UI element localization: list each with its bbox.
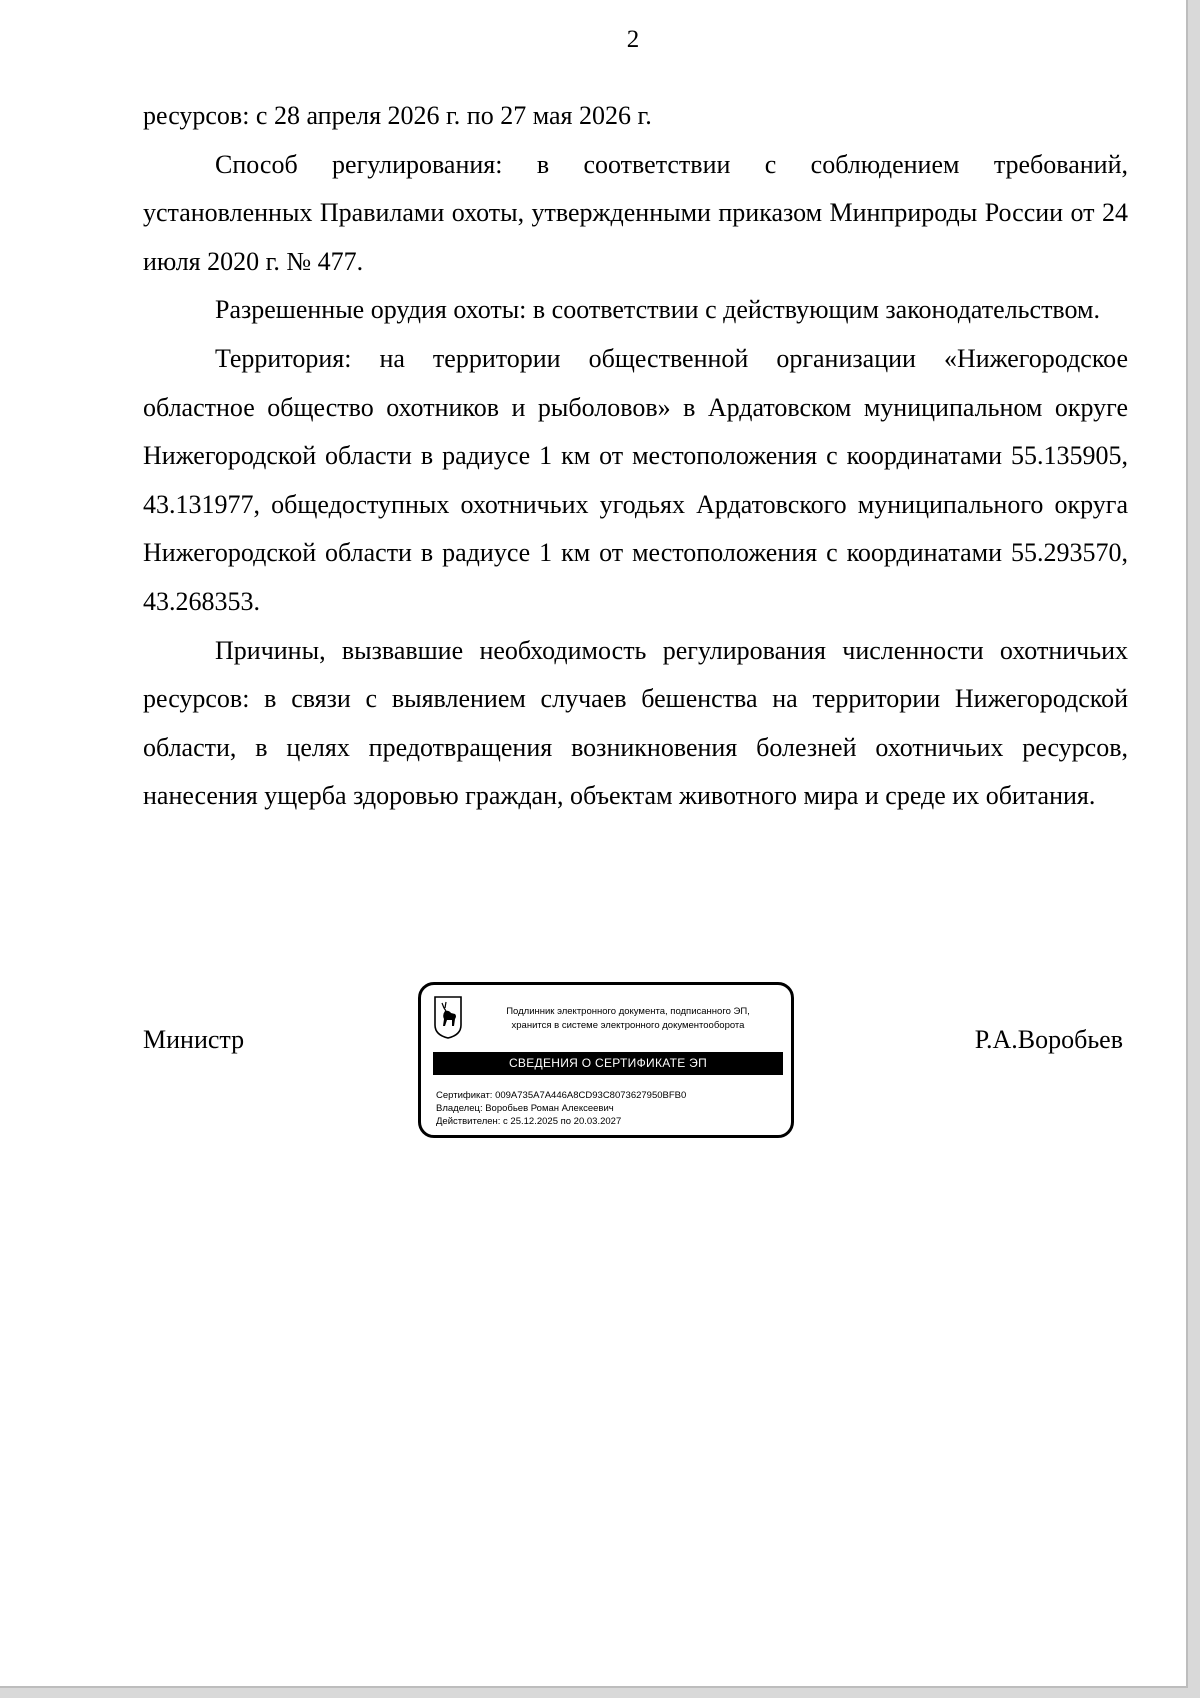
deer-coat-of-arms-icon [433, 995, 463, 1039]
stamp-header-line1: Подлинник электронного документа, подписанного ЭП, [506, 1006, 750, 1017]
paragraph-period-continuation: ресурсов: с 28 апреля 2026 г. по 27 мая 2026 г. [143, 101, 652, 130]
certificate-owner: Владелец: Воробьев Роман Алексеевич [436, 1103, 614, 1114]
paragraph-allowed-tools: Разрешенные орудия охоты: в соответствии с действующим законодательством. [215, 295, 1100, 325]
stamp-title-bar: СВЕДЕНИЯ О СЕРТИФИКАТЕ ЭП [433, 1052, 783, 1075]
certificate-validity: Действителен: с 25.12.2025 по 20.03.2027 [436, 1116, 622, 1127]
certificate-number: Сертификат: 009A735A7A446A8CD93C8073627950BFB0 [436, 1090, 687, 1101]
page-number: 2 [626, 26, 640, 53]
paragraph-territory: Территория: на территории общественной организации «Нижегородское областное общество охотников и рыболовов» в Ардатовском муниципальном округе Нижегородской области в радиусе 1 км от местоположения с координатами 55.135905, 43.131977, общедоступных охотничьих угодьях Ардатовского муниципального округа Нижегородской области в радиусе 1 км от местоположения с координатами 55.293570, 43.268353. [143, 343, 1128, 616]
stamp-header [473, 1005, 783, 1033]
signatory-name: Р.А.Воробьев [974, 1025, 1123, 1054]
electronic-signature-stamp [418, 982, 794, 1138]
document-body [143, 92, 1128, 821]
signatory-title: Министр [143, 1025, 245, 1054]
paragraph-regulation-method: Способ регулирования: в соответствии с соблюдением требований, установленных Правилами охоты, утвержденными приказом Минприроды России от 24 июля 2020 г. № 477. [143, 149, 1128, 276]
stamp-header-line2: хранится в системе электронного документооборота [511, 1020, 745, 1031]
stamp-details [436, 1089, 686, 1128]
paragraph-reasons: Причины, вызвавшие необходимость регулирования численности охотничьих ресурсов: в связи с выявлением случаев бешенства на территории Нижегородской области, в целях предотвращения возникновения болезней охотничьих ресурсов, нанесения ущерба здоровью граждан, объектам животного мира и среде их обитания. [143, 635, 1128, 811]
